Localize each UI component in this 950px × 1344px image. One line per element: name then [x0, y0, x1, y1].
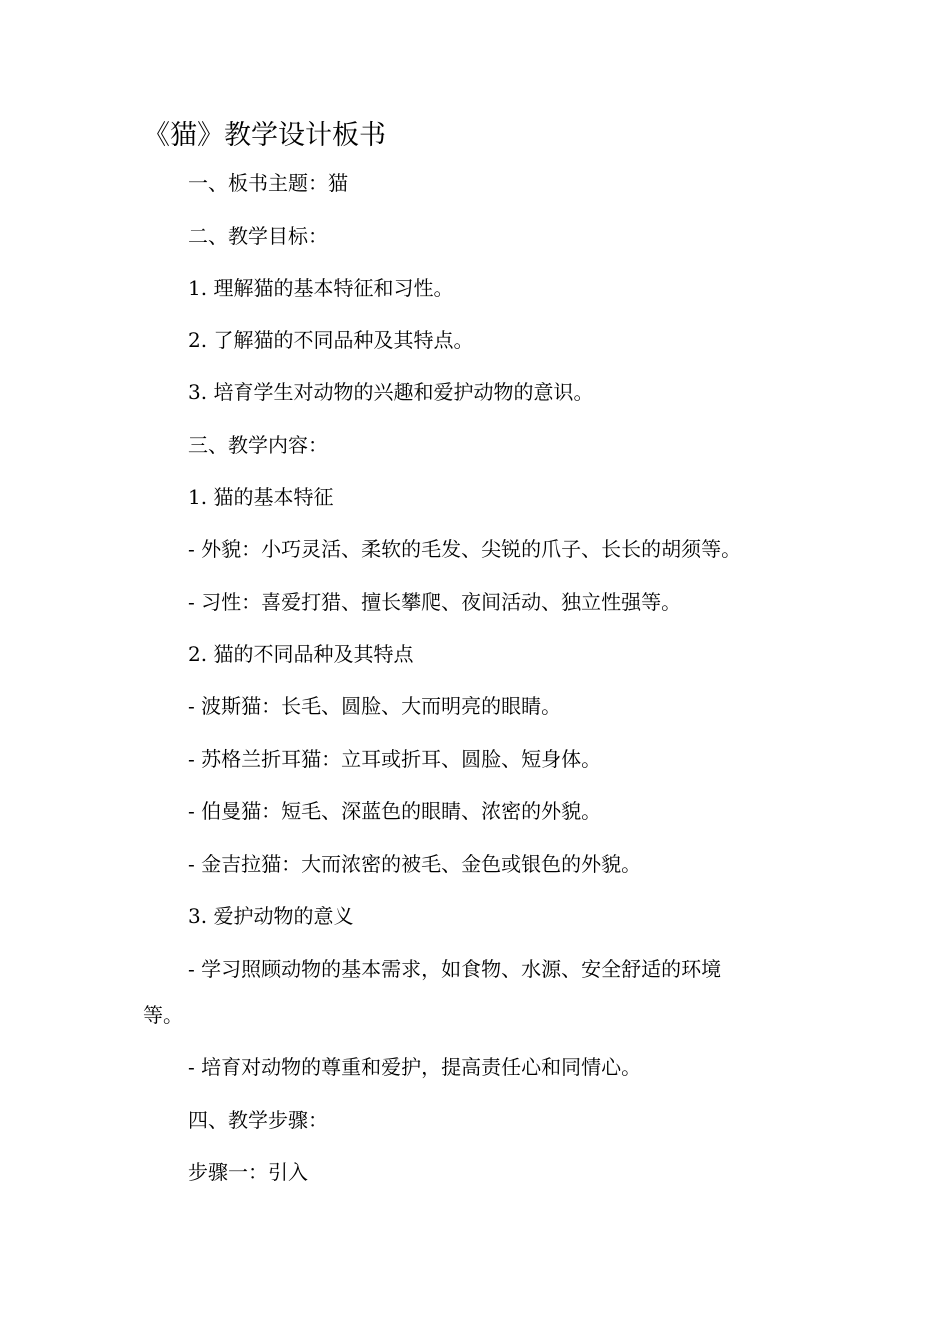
content-subheading-2: 2. 猫的不同品种及其特点 — [188, 642, 414, 666]
goal-item-1: 1. 理解猫的基本特征和习性。 — [188, 276, 454, 300]
heading-teaching-goals: 二、教学目标： — [188, 224, 328, 248]
heading-board-topic: 一、板书主题：猫 — [188, 171, 348, 195]
content-subheading-1: 1. 猫的基本特征 — [188, 485, 334, 509]
goal-item-3: 3. 培育学生对动物的兴趣和爱护动物的意识。 — [188, 380, 594, 404]
goal-item-2: 2. 了解猫的不同品种及其特点。 — [188, 328, 474, 352]
breed-bullet-persian: - 波斯猫：长毛、圆脸、大而明亮的眼睛。 — [188, 694, 562, 718]
care-bullet-respect: - 培育对动物的尊重和爱护，提高责任心和同情心。 — [188, 1055, 642, 1079]
care-bullet-needs-line1: - 学习照顾动物的基本需求，如食物、水源、安全舒适的环境 — [188, 957, 722, 981]
breed-bullet-scottish-fold: - 苏格兰折耳猫：立耳或折耳、圆脸、短身体。 — [188, 747, 602, 771]
care-bullet-needs-line2: 等。 — [143, 1003, 183, 1027]
step-1-introduction: 步骤一：引入 — [188, 1160, 308, 1184]
heading-teaching-steps: 四、教学步骤： — [188, 1108, 328, 1132]
breed-bullet-chinchilla: - 金吉拉猫：大而浓密的被毛、金色或银色的外貌。 — [188, 852, 642, 876]
content-bullet-appearance: - 外貌：小巧灵活、柔软的毛发、尖锐的爪子、长长的胡须等。 — [188, 537, 742, 561]
heading-teaching-content: 三、教学内容： — [188, 433, 328, 457]
document-title: 《猫》教学设计板书 — [143, 120, 386, 151]
breed-bullet-birman: - 伯曼猫：短毛、深蓝色的眼睛、浓密的外貌。 — [188, 799, 602, 823]
content-subheading-3: 3. 爱护动物的意义 — [188, 904, 354, 928]
content-bullet-habits: - 习性：喜爱打猎、擅长攀爬、夜间活动、独立性强等。 — [188, 590, 682, 614]
